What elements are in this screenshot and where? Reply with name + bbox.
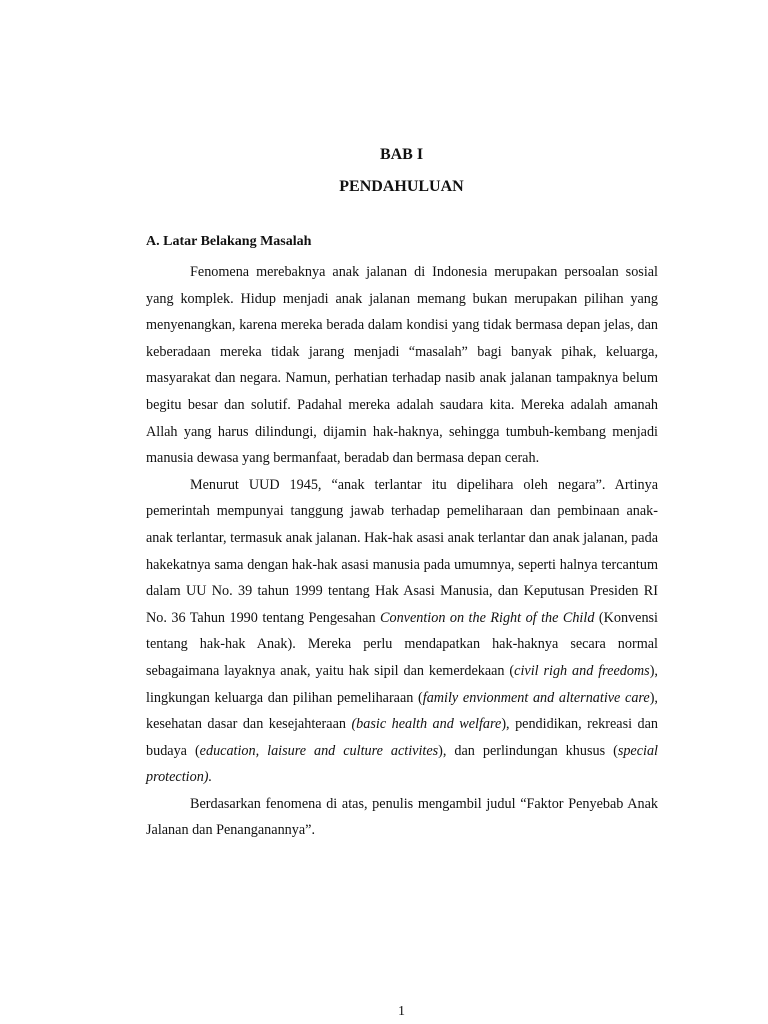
text-run: (Konvensi tentang hak-hak Anak). Mereka perlu mendapatkan hak-haknya secara normal sebagaimana layaknya anak, yaitu hak sipil dan kemerdekaan ( — [146, 609, 658, 679]
page-number: 1 — [398, 1004, 405, 1019]
chapter-label: BAB I — [379, 146, 424, 163]
paragraph — [146, 791, 658, 844]
section-heading: A. Latar Belakang Masalah — [146, 234, 312, 249]
italic-text: civil righ and freedoms — [514, 662, 650, 679]
chapter-title: PENDAHULUAN — [339, 178, 464, 195]
text-run: Berdasarkan fenomena di atas, penulis mengambil judul “Faktor Penyebab Anak Jalanan dan Penanganannya”. — [146, 795, 658, 839]
italic-text: Convention on the Right of the Child — [380, 609, 595, 626]
paragraph — [146, 259, 658, 472]
italic-text: (basic health and welfare — [351, 716, 502, 733]
text-run: ), kesehatan dasar dan kesejahteraan — [146, 689, 658, 733]
text-run: Fenomena merebaknya anak jalanan di Indonesia merupakan persoalan sosial yang komplek. Hidup menjadi anak jalanan memang bukan merupakan pilihan yang menyenangkan, karena mereka berada dalam kondisi yang tidak bermasa depan jelas, dan keberadaan mereka tidak jarang menjadi “masalah” bagi banyak pihak, keluarga, masyarakat dan negara. Namun, perhatian terhadap nasib anak jalanan tampaknya belum begitu besar dan solutif. Padahal mereka adalah saudara kita. Mereka adalah amanah Allah yang harus dilindungi, dijamin hak-haknya, sehingga tumbuh-kembang menjadi manusia dewasa yang bermanfaat, beradab dan bermasa depan cerah. — [146, 264, 658, 467]
paragraph — [146, 472, 658, 791]
italic-text: special protection). — [146, 742, 658, 786]
text-run: ), dan perlindungan khusus ( — [438, 742, 618, 759]
text-run: Menurut UUD 1945, “anak terlantar itu dipelihara oleh negara”. Artinya pemerintah mempunyai tanggung jawab terhadap pemeliharaan dan pembinaan anak-anak terlantar, termasuk anak jalanan. Hak-hak asasi anak terlantar dan anak jalanan, pada hakekatnya sama dengan hak-hak asasi manusia pada umumnya, seperti halnya tercantum dalam UU No. 39 tahun 1999 tentang Hak Asasi Manusia, dan Keputusan Presiden RI No. 36 Tahun 1990 tentang Pengesahan — [146, 476, 658, 626]
body-text — [146, 259, 658, 844]
text-run: ), lingkungan keluarga dan pilihan pemeliharaan ( — [146, 662, 658, 706]
italic-text: education, laisure and culture activites — [199, 742, 439, 759]
italic-text: family envionment and alternative care — [422, 689, 650, 706]
text-run: ), pendidikan, rekreasi dan budaya ( — [146, 716, 658, 759]
